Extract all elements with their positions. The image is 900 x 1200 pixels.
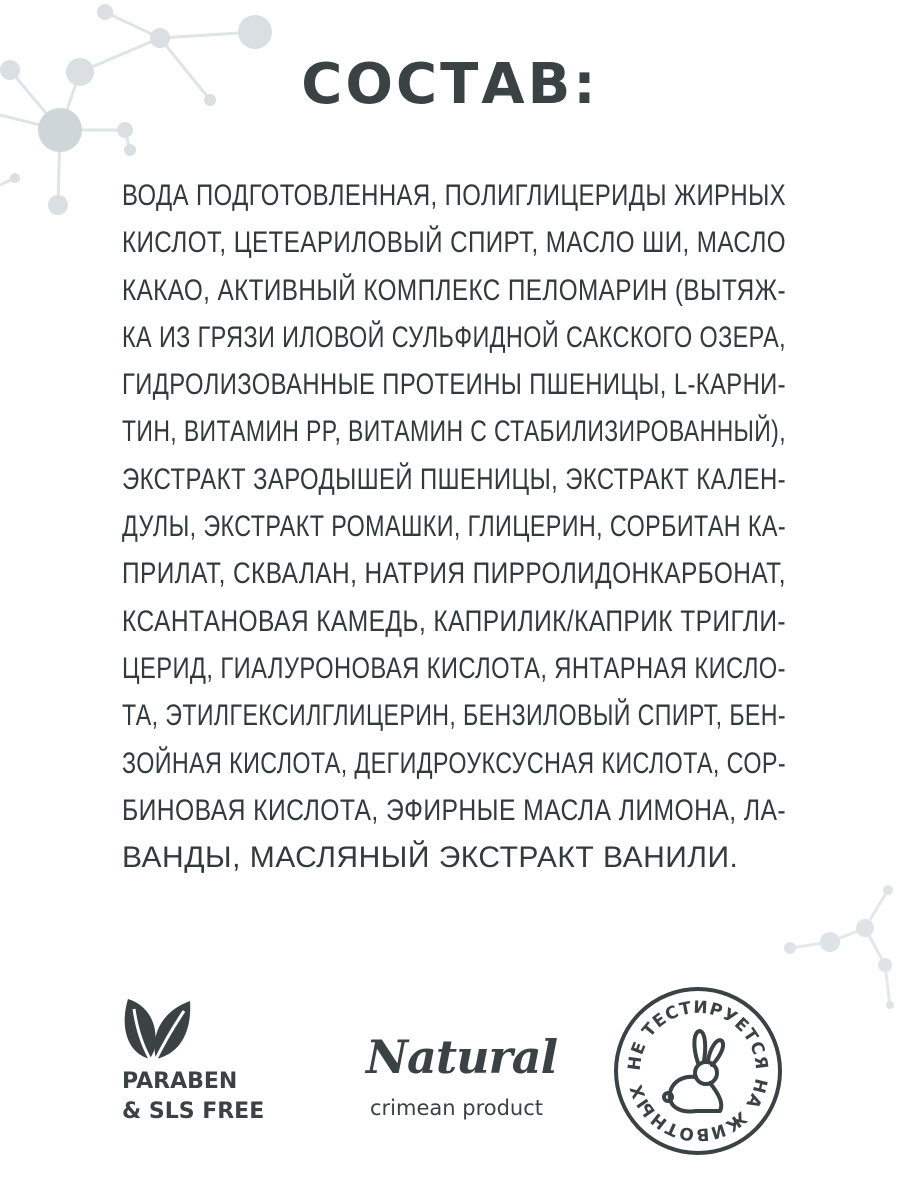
stamp-text: НЕ ТЕСТИРУЕТСЯ НА ЖИВОТНЫХ [624,997,772,1145]
ingredients-line: КАКАО, АКТИВНЫЙ КОМПЛЕКС ПЕЛОМАРИН (ВЫТЯЖ- [122,273,786,307]
ingredients-line: ЭКСТРАКТ ЗАРОДЫШЕЙ ПШЕНИЦЫ, ЭКСТРАКТ КАЛЕН- [122,462,786,496]
ingredients-line: ВАНДЫ, МАСЛЯНЫЙ ЭКСТРАКТ ВАНИЛИ. [122,841,739,875]
ingredients-line: КА ИЗ ГРЯЗИ ИЛОВОЙ СУЛЬФИДНОЙ САКСКОГО ОЗЕРА, [122,320,786,354]
natural-subtitle: crimean product [370,1096,544,1120]
ingredients-line: ТА, ЭТИЛГЕКСИЛГЛИЦЕРИН, БЕНЗИЛОВЫЙ СПИРТ, БЕН- [122,699,786,733]
ingredients-line: ЦЕРИД, ГИАЛУРОНОВАЯ КИСЛОТА, ЯНТАРНАЯ КИСЛО- [122,651,786,685]
ingredients-line: ГИДРОЛИЗОВАННЫЕ ПРОТЕИНЫ ПШЕНИЦЫ, L-КАРНИ- [122,368,786,402]
ingredients-line: КСАНТАНОВАЯ КАМЕДЬ, КАПРИЛИК/КАПРИК ТРИГЛИ- [122,604,786,638]
ingredients-line: ЗОЙНАЯ КИСЛОТА, ДЕГИДРОУКСУСНАЯ КИСЛОТА, СОР- [122,746,786,780]
page-title: СОСТАВ: [301,52,599,117]
rabbit-icon [664,1031,723,1112]
sls-free-label: & SLS FREE [122,1099,265,1124]
molecule-decoration-right [770,880,900,1020]
paraben-label: PARABEN [122,1069,238,1094]
ingredients-line: ДУЛЫ, ЭКСТРАКТ РОМАШКИ, ГЛИЦЕРИН, СОРБИТАН КА- [122,510,786,544]
paraben-free-badge [120,995,310,1135]
ingredients-line: БИНОВАЯ КИСЛОТА, ЭФИРНЫЕ МАСЛА ЛИМОНА, ЛА- [122,793,786,827]
svg-text:НЕ ТЕСТИРУЕТСЯ НА ЖИВОТНЫХ [625,998,772,1145]
ingredients-text [122,172,786,881]
natural-word: Natural [366,1030,558,1084]
ingredients-line: ТИН, ВИТАМИН PP, ВИТАМИН С СТАБИЛИЗИРОВАННЫЙ), [122,415,786,449]
leaves-icon [120,995,192,1061]
ingredients-line: КИСЛОТ, ЦЕТЕАРИЛОВЫЙ СПИРТ, МАСЛО ШИ, МАСЛО [122,226,786,260]
ingredients-line: ПРИЛАТ, СКВАЛАН, НАТРИЯ ПИРРОЛИДОНКАРБОНАТ, [122,557,786,591]
natural-logo [360,1030,570,1130]
ingredients-line: ВОДА ПОДГОТОВЛЕННАЯ, ПОЛИГЛИЦЕРИДЫ ЖИРНЫХ [122,179,786,212]
not-tested-on-animals-stamp [612,985,784,1157]
